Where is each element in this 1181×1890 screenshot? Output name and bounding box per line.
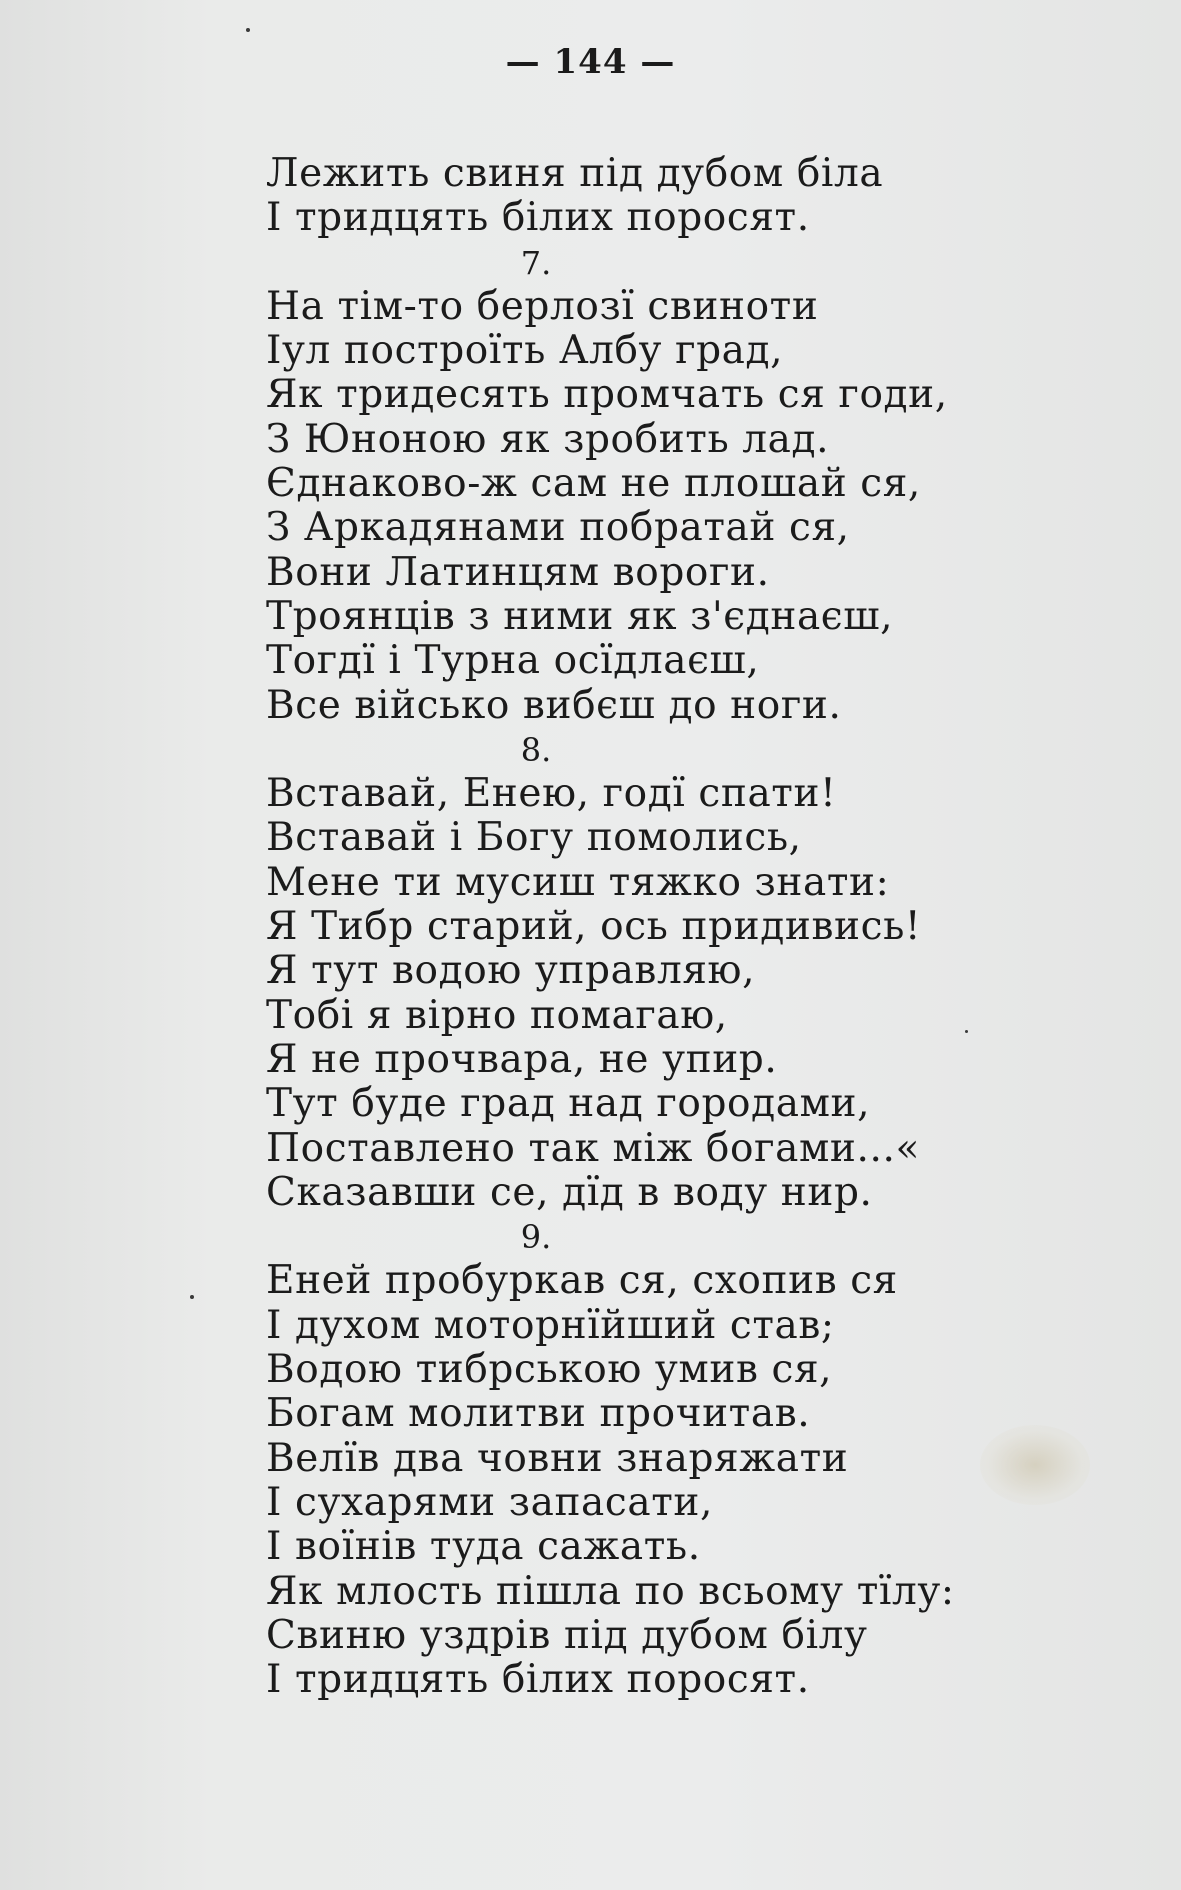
poem-line: Сказавши се, дїд в воду нир.: [266, 1169, 873, 1215]
poem-line: Вони Латинцям вороги.: [266, 549, 770, 595]
stanza-number: 9.: [520, 1218, 552, 1257]
poem-line: З Аркадянами побратай ся,: [266, 505, 850, 551]
poem-line: І тридцять білих поросят.: [266, 195, 810, 241]
poem-text: [266, 152, 1026, 1702]
poem-line: Як тридесять промчать ся годи,: [266, 372, 948, 418]
stanza-number: 7.: [520, 243, 552, 282]
poem-line: Лежить свиня під дубом біла: [266, 151, 884, 196]
stanza-number: 8.: [520, 730, 552, 769]
poem-line: Все військо вибєш до ноги.: [266, 682, 842, 728]
poem-line: І сухарями запасати,: [266, 1479, 713, 1525]
poem-line: Тобі я вірно помагаю,: [266, 992, 728, 1038]
poem-line: З Юноною як зробить лад.: [266, 416, 830, 462]
poem-line: На тім-то берлозї свиноти: [266, 283, 819, 329]
poem-line: Поставлено так між богами...«: [266, 1125, 920, 1171]
poem-line: Єднаково-ж сам не плошай ся,: [266, 461, 921, 507]
poem-line: Тут буде град над городами,: [266, 1081, 871, 1127]
verse-8: [266, 728, 1026, 1215]
poem-line: І духом моторнїйший став;: [266, 1302, 835, 1348]
poem-line: Богам молитви прочитав.: [266, 1391, 811, 1437]
poem-line: Мене ти мусиш тяжко знати:: [266, 859, 890, 905]
page-number: — 144 —: [505, 42, 676, 82]
verse-7: [266, 241, 1026, 728]
paper-speck: [190, 1295, 194, 1299]
paper-speck: [246, 28, 250, 32]
poem-line: Як млость пішла по всьому тїлу:: [266, 1568, 955, 1614]
poem-line: І тридцять білих поросят.: [266, 1657, 810, 1703]
poem-line: Троянців з ними як з'єднаєш,: [266, 593, 894, 639]
poem-line: Свиню уздрів під дубом білу: [266, 1612, 868, 1658]
poem-line: Тогдї і Турна осїдлаєш,: [266, 638, 760, 684]
verse-continuation: [266, 152, 1026, 241]
poem-line: Іул построїть Албу град,: [266, 328, 784, 374]
verse-9: [266, 1215, 1026, 1702]
poem-line: І воїнів туда сажать.: [266, 1524, 701, 1570]
poem-line: Еней пробуркав ся, схопив ся: [266, 1258, 898, 1304]
poem-line: Вставай, Енею, годї спати!: [266, 771, 837, 817]
poem-line: Я тут водою управляю,: [266, 948, 756, 994]
poem-line: Велїв два човни знаряжати: [266, 1435, 849, 1481]
poem-line: Я не прочвара, не упир.: [266, 1036, 778, 1082]
poem-line: Я Тибр старий, ось придивись!: [266, 904, 922, 950]
poem-line: Вставай і Богу помолись,: [266, 815, 802, 861]
poem-line: Водою тибрською умив ся,: [266, 1347, 833, 1393]
